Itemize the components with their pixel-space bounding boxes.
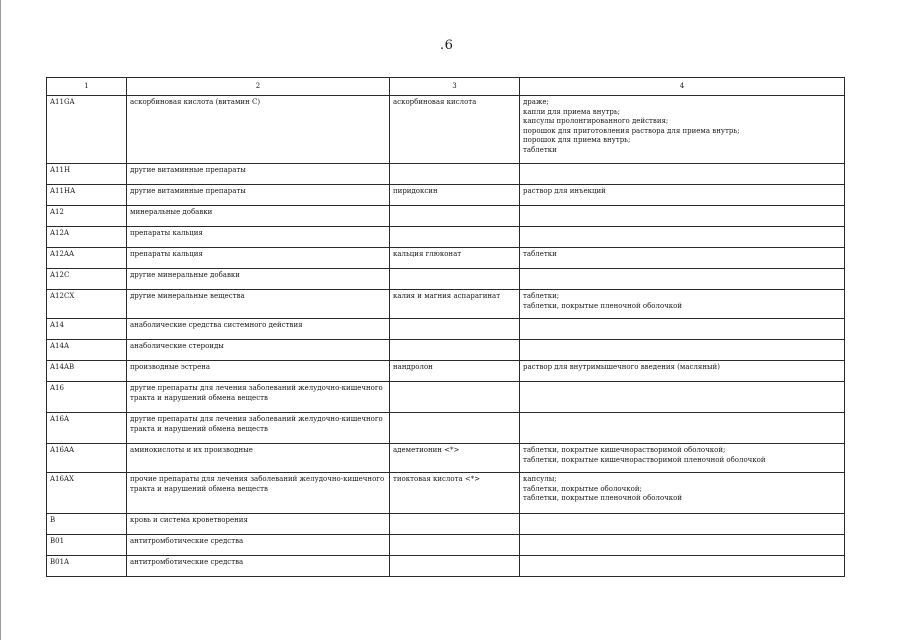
dosage-form-cell: драже; капли для приема внутрь; капсулы пролонгированного действия; порошок для приготовления раствора для приема внутрь; порошок для приема внутрь; таблетки: [520, 96, 845, 164]
atc-code-cell: B01A: [47, 556, 127, 577]
atc-code-cell: A12: [47, 206, 127, 227]
dosage-form-cell: [520, 319, 845, 340]
group-name-cell: антитромботические средства: [127, 556, 390, 577]
atc-code-cell: B01: [47, 535, 127, 556]
atc-code-cell: A14A: [47, 340, 127, 361]
dosage-form-cell: [520, 227, 845, 248]
group-name-cell: другие минеральные добавки: [127, 269, 390, 290]
table-row: [47, 290, 845, 319]
table-row: [47, 248, 845, 269]
group-name-cell: другие препараты для лечения заболеваний желудочно-кишечного тракта и нарушений обмена веществ: [127, 413, 390, 444]
group-name-cell: другие минеральные вещества: [127, 290, 390, 319]
dosage-form-cell: [520, 269, 845, 290]
table-row: [47, 227, 845, 248]
atc-code-cell: B: [47, 514, 127, 535]
table-row: [47, 382, 845, 413]
page-number: .6: [440, 38, 454, 53]
group-name-cell: анаболические стероиды: [127, 340, 390, 361]
group-name-cell: другие витаминные препараты: [127, 164, 390, 185]
atc-code-cell: A12A: [47, 227, 127, 248]
inn-cell: [390, 514, 520, 535]
column-header-3: 3: [390, 78, 520, 96]
dosage-form-cell: таблетки, покрытые кишечнорастворимой оболочкой; таблетки, покрытые кишечнорастворимой пленочной оболочкой: [520, 444, 845, 473]
dosage-form-cell: [520, 206, 845, 227]
group-name-cell: препараты кальция: [127, 248, 390, 269]
inn-cell: [390, 227, 520, 248]
atc-code-cell: A11H: [47, 164, 127, 185]
atc-code-cell: A16AA: [47, 444, 127, 473]
inn-cell: адеметионин <*>: [390, 444, 520, 473]
group-name-cell: прочие препараты для лечения заболеваний желудочно-кишечного тракта и нарушений обмена веществ: [127, 473, 390, 514]
inn-cell: нандролон: [390, 361, 520, 382]
dosage-form-cell: [520, 340, 845, 361]
inn-cell: [390, 413, 520, 444]
table-row: [47, 361, 845, 382]
table-row: [47, 269, 845, 290]
group-name-cell: препараты кальция: [127, 227, 390, 248]
inn-cell: пиридоксин: [390, 185, 520, 206]
inn-cell: [390, 319, 520, 340]
group-name-cell: производные эстрена: [127, 361, 390, 382]
table-row: [47, 413, 845, 444]
table-row: [47, 96, 845, 164]
dosage-form-cell: [520, 413, 845, 444]
dosage-form-cell: [520, 164, 845, 185]
dosage-form-cell: [520, 535, 845, 556]
column-header-4: 4: [520, 78, 845, 96]
dosage-form-cell: раствор для внутримышечного введения (масляный): [520, 361, 845, 382]
atc-code-cell: A16A: [47, 413, 127, 444]
atc-code-cell: A12AA: [47, 248, 127, 269]
table-row: [47, 340, 845, 361]
atc-code-cell: A11HA: [47, 185, 127, 206]
atc-code-cell: A12C: [47, 269, 127, 290]
table-body: [47, 96, 845, 577]
column-header-2: 2: [127, 78, 390, 96]
inn-cell: [390, 556, 520, 577]
inn-cell: [390, 340, 520, 361]
inn-cell: [390, 269, 520, 290]
dosage-form-cell: таблетки; таблетки, покрытые пленочной оболочкой: [520, 290, 845, 319]
atc-code-cell: A16: [47, 382, 127, 413]
dosage-form-cell: раствор для инъекций: [520, 185, 845, 206]
column-header-1: 1: [47, 78, 127, 96]
inn-cell: [390, 382, 520, 413]
dosage-form-cell: [520, 382, 845, 413]
header-row: [47, 78, 845, 96]
table-row: [47, 473, 845, 514]
group-name-cell: анаболические средства системного действия: [127, 319, 390, 340]
inn-cell: аскорбиновая кислота: [390, 96, 520, 164]
inn-cell: [390, 164, 520, 185]
page-left-edge: [0, 0, 1, 640]
table-row: [47, 535, 845, 556]
group-name-cell: антитромботические средства: [127, 535, 390, 556]
inn-cell: [390, 206, 520, 227]
group-name-cell: другие витаминные препараты: [127, 185, 390, 206]
table-row: [47, 164, 845, 185]
table-row: [47, 319, 845, 340]
table-row: [47, 444, 845, 473]
table-row: [47, 206, 845, 227]
atc-code-cell: A12CX: [47, 290, 127, 319]
atc-code-cell: A11GA: [47, 96, 127, 164]
dosage-form-cell: [520, 514, 845, 535]
group-name-cell: другие препараты для лечения заболеваний желудочно-кишечного тракта и нарушений обмена веществ: [127, 382, 390, 413]
inn-cell: кальция глюконат: [390, 248, 520, 269]
group-name-cell: кровь и система кроветворения: [127, 514, 390, 535]
table-row: [47, 556, 845, 577]
group-name-cell: аминокислоты и их производные: [127, 444, 390, 473]
drug-table: [46, 77, 845, 577]
inn-cell: [390, 535, 520, 556]
table-row: [47, 514, 845, 535]
dosage-form-cell: капсулы; таблетки, покрытые оболочкой; таблетки, покрытые пленочной оболочкой: [520, 473, 845, 514]
table-row: [47, 185, 845, 206]
dosage-form-cell: таблетки: [520, 248, 845, 269]
group-name-cell: минеральные добавки: [127, 206, 390, 227]
atc-code-cell: A14: [47, 319, 127, 340]
group-name-cell: аскорбиновая кислота (витамин С): [127, 96, 390, 164]
atc-code-cell: A16AX: [47, 473, 127, 514]
dosage-form-cell: [520, 556, 845, 577]
inn-cell: калия и магния аспарагинат: [390, 290, 520, 319]
inn-cell: тиоктовая кислота <*>: [390, 473, 520, 514]
atc-code-cell: A14AB: [47, 361, 127, 382]
